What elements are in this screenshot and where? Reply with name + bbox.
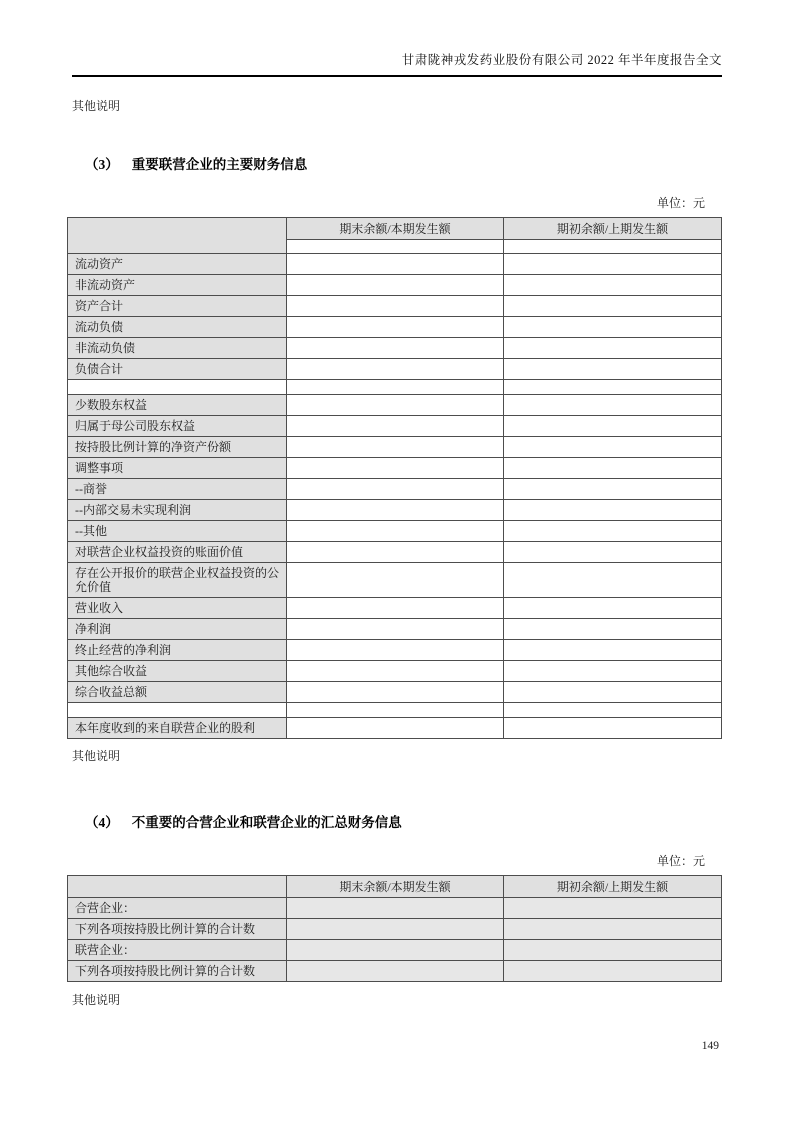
value-cell-current bbox=[287, 240, 504, 254]
value-cell-current bbox=[287, 500, 504, 521]
value-cell-prior bbox=[504, 961, 722, 982]
value-cell-prior bbox=[504, 521, 722, 542]
col-header-ending-balance: 期末余额/本期发生额 bbox=[287, 876, 504, 898]
row-label: 流动资产 bbox=[68, 254, 287, 275]
table-row bbox=[68, 437, 722, 458]
value-cell-current bbox=[287, 682, 504, 703]
header-divider bbox=[72, 75, 722, 77]
table-row bbox=[68, 640, 722, 661]
value-cell-current bbox=[287, 703, 504, 718]
row-label bbox=[68, 703, 287, 718]
value-cell-prior bbox=[504, 458, 722, 479]
value-cell-current bbox=[287, 898, 504, 919]
table-row bbox=[68, 338, 722, 359]
row-label: 营业收入 bbox=[68, 598, 287, 619]
row-label: 综合收益总额 bbox=[68, 682, 287, 703]
value-cell-prior bbox=[504, 254, 722, 275]
row-label: 资产合计 bbox=[68, 296, 287, 317]
table-row bbox=[68, 563, 722, 598]
table-important-associates bbox=[67, 217, 722, 739]
value-cell-prior bbox=[504, 619, 722, 640]
table-row bbox=[68, 619, 722, 640]
value-cell-current bbox=[287, 275, 504, 296]
value-cell-current bbox=[287, 254, 504, 275]
value-cell-current bbox=[287, 296, 504, 317]
table-row bbox=[68, 296, 722, 317]
table-row bbox=[68, 898, 722, 919]
value-cell-current bbox=[287, 640, 504, 661]
section-3-number: （3） bbox=[85, 157, 119, 172]
table-row bbox=[68, 682, 722, 703]
row-label: 负债合计 bbox=[68, 359, 287, 380]
row-label: --内部交易未实现利润 bbox=[68, 500, 287, 521]
value-cell-prior bbox=[504, 395, 722, 416]
table-row bbox=[68, 317, 722, 338]
value-cell-prior bbox=[504, 703, 722, 718]
row-label: 联营企业： bbox=[68, 940, 287, 961]
table-row bbox=[68, 254, 722, 275]
section-4-title: 不重要的合营企业和联营企业的汇总财务信息 bbox=[131, 815, 402, 830]
other-note-after-table2: 其他说明 bbox=[72, 993, 121, 1007]
row-label: 归属于母公司股东权益 bbox=[68, 416, 287, 437]
value-cell-prior bbox=[504, 718, 722, 739]
value-cell-current bbox=[287, 619, 504, 640]
row-label: 非流动负债 bbox=[68, 338, 287, 359]
table-header-row bbox=[68, 218, 722, 240]
other-note-top: 其他说明 bbox=[72, 99, 121, 113]
value-cell-current bbox=[287, 338, 504, 359]
value-cell-current bbox=[287, 359, 504, 380]
row-label: 终止经营的净利润 bbox=[68, 640, 287, 661]
unit-label-section4: 单位：元 bbox=[656, 854, 705, 868]
value-cell-current bbox=[287, 317, 504, 338]
value-cell-prior bbox=[504, 479, 722, 500]
value-cell-prior bbox=[504, 317, 722, 338]
row-label: 净利润 bbox=[68, 619, 287, 640]
value-cell-prior bbox=[504, 359, 722, 380]
table-row bbox=[68, 718, 722, 739]
row-label: 少数股东权益 bbox=[68, 395, 287, 416]
value-cell-current bbox=[287, 661, 504, 682]
table-row-blank bbox=[68, 703, 722, 718]
value-cell-current bbox=[287, 479, 504, 500]
page-number: 149 bbox=[701, 1040, 719, 1052]
table-row bbox=[68, 661, 722, 682]
row-label: 非流动资产 bbox=[68, 275, 287, 296]
row-label: 下列各项按持股比例计算的合计数 bbox=[68, 961, 287, 982]
row-label: 对联营企业权益投资的账面价值 bbox=[68, 542, 287, 563]
value-cell-current bbox=[287, 718, 504, 739]
value-cell-prior bbox=[504, 661, 722, 682]
value-cell-prior bbox=[504, 898, 722, 919]
table-row bbox=[68, 598, 722, 619]
table-row-blank bbox=[68, 380, 722, 395]
value-cell-prior bbox=[504, 296, 722, 317]
table-row bbox=[68, 919, 722, 940]
row-label bbox=[68, 380, 287, 395]
value-cell-prior bbox=[504, 919, 722, 940]
value-cell-prior bbox=[504, 940, 722, 961]
table-row bbox=[68, 542, 722, 563]
value-cell-current bbox=[287, 437, 504, 458]
value-cell-current bbox=[287, 598, 504, 619]
value-cell-current bbox=[287, 542, 504, 563]
value-cell-prior bbox=[504, 380, 722, 395]
value-cell-prior bbox=[504, 416, 722, 437]
row-label: 其他综合收益 bbox=[68, 661, 287, 682]
table-row bbox=[68, 359, 722, 380]
table-row bbox=[68, 940, 722, 961]
value-cell-prior bbox=[504, 275, 722, 296]
row-label: 按持股比例计算的净资产份额 bbox=[68, 437, 287, 458]
col-header-ending-balance: 期末余额/本期发生额 bbox=[287, 218, 504, 240]
row-label: 流动负债 bbox=[68, 317, 287, 338]
row-label: 合营企业： bbox=[68, 898, 287, 919]
table-row bbox=[68, 458, 722, 479]
table-row bbox=[68, 521, 722, 542]
value-cell-current bbox=[287, 416, 504, 437]
row-label: 本年度收到的来自联营企业的股利 bbox=[68, 718, 287, 739]
value-cell-prior bbox=[504, 437, 722, 458]
row-label: --商誉 bbox=[68, 479, 287, 500]
value-cell-prior bbox=[504, 563, 722, 598]
col-header-beginning-balance: 期初余额/上期发生额 bbox=[504, 218, 722, 240]
stub-header-cell bbox=[68, 218, 287, 254]
value-cell-prior bbox=[504, 500, 722, 521]
table-row bbox=[68, 395, 722, 416]
stub-header-cell bbox=[68, 876, 287, 898]
value-cell-current bbox=[287, 458, 504, 479]
value-cell-prior bbox=[504, 598, 722, 619]
row-label: --其他 bbox=[68, 521, 287, 542]
table-row bbox=[68, 479, 722, 500]
page-header bbox=[72, 0, 722, 77]
report-title: 甘肃陇神戎发药业股份有限公司 2022 年半年度报告全文 bbox=[401, 53, 722, 67]
value-cell-current bbox=[287, 395, 504, 416]
row-label: 存在公开报价的联营企业权益投资的公允价值 bbox=[68, 563, 287, 598]
col-header-beginning-balance: 期初余额/上期发生额 bbox=[504, 876, 722, 898]
unit-label-section3: 单位：元 bbox=[656, 196, 705, 210]
table-row bbox=[68, 275, 722, 296]
table-immaterial-ventures bbox=[67, 875, 722, 982]
value-cell-current bbox=[287, 940, 504, 961]
table-row bbox=[68, 416, 722, 437]
value-cell-prior bbox=[504, 542, 722, 563]
value-cell-current bbox=[287, 563, 504, 598]
value-cell-current bbox=[287, 521, 504, 542]
section-3-title: 重要联营企业的主要财务信息 bbox=[131, 157, 308, 172]
row-label: 调整事项 bbox=[68, 458, 287, 479]
section-4-heading bbox=[85, 814, 793, 832]
table-row bbox=[68, 500, 722, 521]
value-cell-prior bbox=[504, 682, 722, 703]
section-4-number: （4） bbox=[85, 815, 119, 830]
value-cell-prior bbox=[504, 240, 722, 254]
value-cell-current bbox=[287, 919, 504, 940]
other-note-after-table1: 其他说明 bbox=[72, 749, 121, 763]
value-cell-current bbox=[287, 380, 504, 395]
value-cell-prior bbox=[504, 640, 722, 661]
table-row bbox=[68, 961, 722, 982]
table-header-row bbox=[68, 876, 722, 898]
section-3-heading bbox=[85, 156, 793, 174]
row-label: 下列各项按持股比例计算的合计数 bbox=[68, 919, 287, 940]
value-cell-prior bbox=[504, 338, 722, 359]
value-cell-current bbox=[287, 961, 504, 982]
